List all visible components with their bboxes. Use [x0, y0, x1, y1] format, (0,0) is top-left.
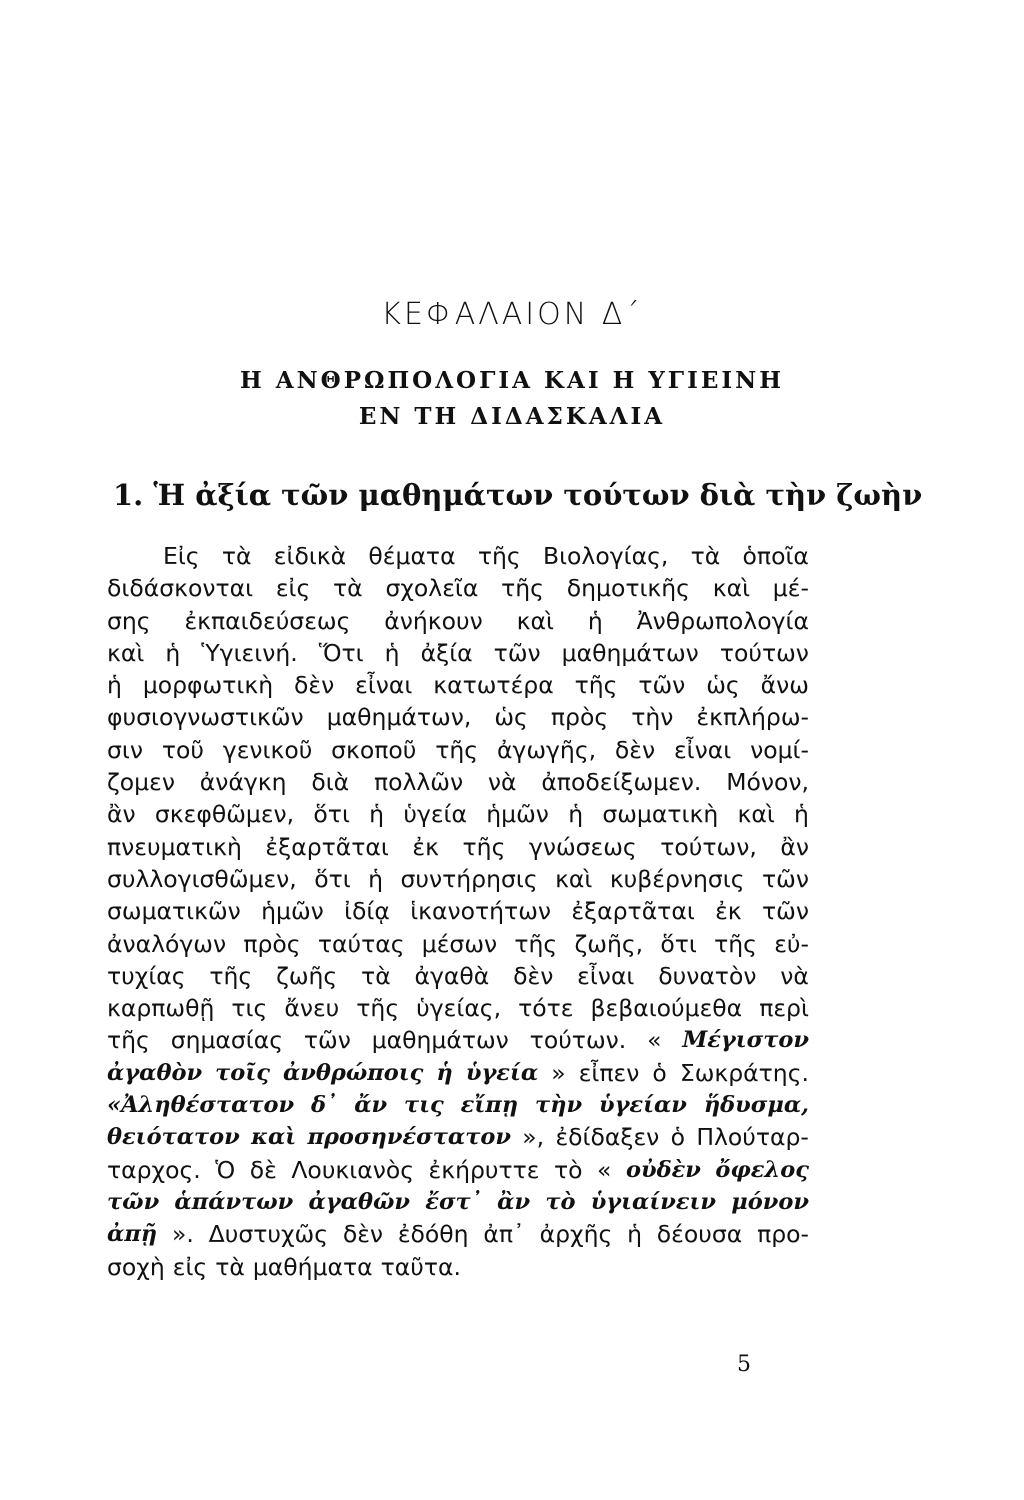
emphasized-word: οὐδὲν	[625, 1156, 701, 1183]
word: πνευματικὴ	[107, 832, 242, 861]
word: ἰδίᾳ	[344, 897, 390, 926]
word: ἡ	[794, 800, 809, 829]
word: εἶπεν	[578, 1058, 640, 1087]
word: εἰς	[172, 1252, 208, 1281]
text-line	[107, 831, 809, 863]
word: ἐξαρτᾶται	[265, 832, 389, 861]
word: ὑγείας,	[416, 994, 502, 1023]
word: τὰ	[361, 961, 391, 990]
word: νὰ	[780, 961, 809, 990]
emphasized-word: προσηνέστατον	[307, 1124, 511, 1151]
emphasized-word: τοῖς	[215, 1059, 270, 1086]
word: δὲν	[294, 671, 335, 700]
word: ἀποδείξωμεν.	[541, 768, 702, 797]
word: ἡ	[627, 1220, 642, 1249]
word: εὐ-	[774, 929, 809, 958]
word: μαθημάτων,	[326, 703, 472, 732]
word: καὶ	[516, 606, 554, 635]
word: ἄνω	[760, 671, 809, 700]
word: εἶναι	[577, 961, 635, 990]
text-line	[107, 540, 809, 572]
emphasized-word: δ᾽	[311, 1092, 338, 1119]
word: ταρχος.	[107, 1155, 201, 1184]
word: ὅτι	[314, 864, 351, 893]
text-line	[107, 1154, 809, 1186]
word: γενικοῦ	[222, 735, 313, 764]
word: τὰ	[221, 542, 252, 570]
word: τούτων,	[660, 832, 757, 861]
word: ἐδόθη	[397, 1220, 469, 1249]
word: μορφωτικὴ	[142, 671, 274, 700]
emphasized-word: ἀπῇ	[107, 1221, 158, 1248]
text-line	[107, 766, 809, 798]
word: περὶ	[759, 994, 809, 1023]
word: μέσων	[421, 929, 498, 958]
word: καὶ	[737, 800, 775, 829]
emphasized-word: «Ἀληθέστατον	[107, 1092, 295, 1119]
word: σης	[107, 606, 151, 635]
word: γνώσεως	[528, 832, 637, 861]
page-number: 5	[737, 1352, 751, 1377]
word: ὁ	[670, 1123, 686, 1152]
word: Βιολογίας,	[542, 542, 669, 570]
word: καρπωθῇ	[107, 994, 215, 1023]
emphasized-word: ἀγαθῶν	[308, 1188, 411, 1215]
word: τῆς	[356, 994, 400, 1023]
word: μέ-	[772, 574, 809, 603]
word: σχολεῖα	[385, 574, 479, 603]
word: φυσιογνωστικῶν	[107, 703, 304, 732]
word: ὁ	[652, 1058, 667, 1087]
word: τὴν	[631, 703, 674, 732]
text-line	[107, 1089, 809, 1121]
word: ἡ	[165, 638, 181, 667]
chapter-title: ΚΕΦΑΛΑΙΟΝ Δ΄	[381, 297, 643, 332]
word: εἶναι	[355, 671, 413, 700]
word: συντήρησις	[400, 864, 538, 893]
word: καὶ	[107, 638, 145, 667]
word: ἄνευ	[284, 994, 340, 1023]
word: Ὑγιεινή.	[201, 638, 298, 667]
word: δὲν	[342, 1220, 384, 1249]
word: ὡς	[706, 671, 740, 700]
word: καὶ	[555, 864, 593, 893]
word: ἐκ	[412, 832, 439, 861]
text-line	[107, 734, 809, 766]
word: πρὸς	[243, 929, 301, 958]
word: τῆς	[574, 671, 618, 700]
word: τῶν	[762, 864, 809, 893]
emphasized-word: ὑγιαίνειν	[590, 1188, 717, 1215]
word: τῶν	[762, 897, 809, 926]
word: «	[647, 1026, 662, 1055]
word: τῶν	[493, 638, 541, 667]
word: δὲν	[513, 961, 554, 990]
text-line	[107, 1218, 809, 1250]
word: ἐδίδαξεν	[555, 1123, 660, 1152]
word: πολλῶν	[373, 768, 464, 797]
word: διδάσκονται	[107, 574, 254, 603]
word: Πλούταρ-	[696, 1123, 809, 1152]
word: δυνατὸν	[658, 961, 757, 990]
text-line	[107, 960, 809, 992]
word: συλλογισθῶμεν,	[107, 864, 297, 893]
word: Εἰς	[163, 542, 200, 570]
word: τις	[231, 994, 268, 1023]
emphasized-word: ἥδυσμα,	[703, 1092, 809, 1119]
emphasized-word: ἄν	[354, 1092, 388, 1119]
word: ὑγεία	[403, 800, 467, 829]
word: ἀγωγῆς,	[496, 735, 597, 764]
text-line	[107, 992, 809, 1024]
word: τότε	[518, 994, 574, 1023]
emphasized-word: καὶ	[251, 1124, 297, 1151]
word: ἀπ᾽	[483, 1220, 525, 1249]
emphasized-word: ἔστ᾽	[425, 1188, 482, 1215]
word: δέουσα	[656, 1220, 743, 1249]
word: τῶν	[303, 1026, 351, 1055]
word: σωματικὴ	[602, 800, 719, 829]
text-line	[107, 1186, 809, 1218]
word: ἐκπλήρω-	[696, 703, 809, 732]
word: τυχίας	[107, 961, 186, 990]
emphasized-word: θειότατον	[107, 1124, 240, 1151]
word: τῶν	[638, 671, 686, 700]
word: ἡ	[568, 800, 584, 829]
text-line	[107, 637, 809, 669]
word: σιν	[107, 735, 143, 764]
word: ἀξία	[420, 638, 473, 667]
word: δὲ	[249, 1155, 277, 1184]
section-heading: 1. Ἡ ἀξία τῶν μαθημάτων τούτων διὰ τὴν ζωὴν	[113, 478, 923, 512]
word: Λουκιανὸς	[291, 1155, 414, 1184]
word: Δυστυχῶς	[208, 1220, 328, 1249]
emphasized-word: ὑγείαν	[598, 1092, 687, 1119]
word: τῆς	[435, 735, 479, 764]
text-line	[107, 669, 809, 701]
word: πρὸς	[550, 703, 609, 732]
text-line	[107, 928, 809, 960]
word: τὰ	[690, 542, 721, 570]
word: σκοποῦ	[331, 735, 417, 764]
word: εἶναι	[673, 735, 732, 764]
word: κυβέρνησις	[609, 864, 745, 893]
word: ταῦτα.	[380, 1252, 461, 1281]
chapter-subtitle-line-1: Η ΑΝΘΡΩΠΟΛΟΓΙΑ ΚΑΙ Η ΥΓΙΕΙΝΗ	[240, 367, 784, 394]
emphasized-word: ἂν	[497, 1188, 531, 1215]
text-line	[107, 605, 809, 637]
emphasized-word: ἁπάντων	[174, 1188, 294, 1215]
emphasized-word: τις	[404, 1092, 444, 1119]
word: διὰ	[311, 768, 350, 797]
word: τῆς	[107, 1026, 150, 1055]
text-line	[107, 1121, 809, 1153]
word: κατωτέρα	[433, 671, 554, 700]
word: «	[597, 1155, 612, 1184]
word: ἐκπαιδεύσεως	[184, 606, 351, 635]
word: ὡς	[494, 703, 528, 732]
word: ἡ	[384, 638, 400, 667]
word: ἐκήρυττε	[428, 1155, 540, 1184]
word: σοχὴ	[107, 1252, 165, 1281]
word: ἀνήκουν	[384, 606, 483, 635]
word: ἱκανοτήτων	[410, 897, 551, 926]
word: σημασίας	[170, 1026, 284, 1055]
word: τοῦ	[161, 735, 204, 764]
word: τῆς	[714, 929, 757, 958]
word: τῆς	[514, 929, 558, 958]
text-line	[107, 895, 809, 927]
word: Ἀνθρωπολογία	[636, 606, 809, 635]
word: ἀνάγκη	[199, 768, 287, 797]
word: σκεφθῶμεν,	[154, 800, 295, 829]
word: ὁποῖα	[742, 542, 809, 570]
word: ».	[171, 1220, 194, 1249]
word: ἀρχῆς	[539, 1220, 613, 1249]
word: Σωκράτης.	[679, 1058, 809, 1087]
word: ἂν	[780, 832, 809, 861]
word: »	[551, 1058, 566, 1087]
word: τὰ	[215, 1252, 245, 1281]
word: ταύτας	[317, 929, 405, 958]
word: τὰ	[333, 574, 363, 603]
word: μαθημάτων	[561, 638, 699, 667]
word: ἐκ	[715, 897, 742, 926]
text-line	[107, 798, 809, 830]
emphasized-word: τὴν	[534, 1092, 583, 1119]
emphasized-word: ἀνθρώποις	[282, 1059, 424, 1086]
word: Ὅτι	[318, 638, 364, 667]
emphasized-word: εἴπῃ	[460, 1092, 519, 1119]
word: τὸ	[554, 1155, 583, 1184]
word: ἡ	[368, 864, 384, 893]
text-line	[107, 863, 809, 895]
word: νομί-	[750, 735, 809, 764]
word: ὅτι	[660, 929, 697, 958]
word: βεβαιούμεθα	[590, 994, 743, 1023]
text-line	[107, 701, 809, 733]
emphasized-word: ἀγαθὸν	[107, 1059, 203, 1086]
word: ἡ	[107, 671, 122, 700]
word: τῆς	[462, 832, 506, 861]
word: νὰ	[487, 768, 517, 797]
word: ἀγαθὰ	[414, 961, 490, 990]
word: τῆς	[209, 961, 253, 990]
word: τούτων.	[529, 1026, 627, 1055]
word: ἡ	[369, 800, 385, 829]
word: εἰς	[275, 574, 311, 603]
word: τῆς	[501, 574, 544, 603]
word: ἀναλόγων	[107, 929, 227, 958]
text-line	[107, 1251, 809, 1283]
word: ζομεν	[107, 768, 175, 797]
word: δημοτικῆς	[566, 574, 690, 603]
word: τῆς	[477, 542, 521, 570]
word: μαθημάτων	[371, 1026, 509, 1055]
chapter-subtitle-line-2: ΕΝ ΤΗ ΔΙΔΑΣΚΑΛΙΑ	[358, 403, 666, 430]
word: εἰδικὰ	[273, 542, 347, 570]
word: Ὁ	[215, 1155, 236, 1184]
word: ζωῆς	[276, 961, 338, 990]
word: Μόνον,	[726, 768, 809, 797]
word: »,	[522, 1123, 545, 1152]
word: ὅτι	[313, 800, 350, 829]
text-line	[107, 1057, 809, 1089]
emphasized-word: μόνον	[731, 1188, 809, 1215]
body-paragraph	[107, 540, 809, 1283]
word: προ-	[757, 1220, 809, 1249]
word: ἡμῶν	[261, 897, 324, 926]
word: σωματικῶν	[107, 897, 241, 926]
word: μαθήματα	[252, 1252, 373, 1281]
emphasized-word: τῶν	[107, 1188, 160, 1215]
text-line	[107, 572, 809, 604]
emphasized-word: Μέγιστον	[682, 1027, 809, 1054]
word: ζωῆς,	[574, 929, 644, 958]
word: τούτων	[719, 638, 809, 667]
word: ἡμῶν	[486, 800, 549, 829]
text-line	[107, 1024, 809, 1056]
word: καὶ	[712, 574, 751, 603]
word: θέματα	[368, 542, 456, 570]
word: δὲν	[614, 735, 656, 764]
word: ἐξαρτᾶται	[571, 897, 695, 926]
emphasized-word: ὑγεία	[465, 1059, 539, 1086]
emphasized-word: τὸ	[545, 1188, 576, 1215]
emphasized-word: ὄφελος	[715, 1156, 809, 1183]
word: ἂν	[107, 800, 136, 829]
emphasized-word: ἡ	[436, 1059, 453, 1086]
word: ἡ	[587, 606, 603, 635]
